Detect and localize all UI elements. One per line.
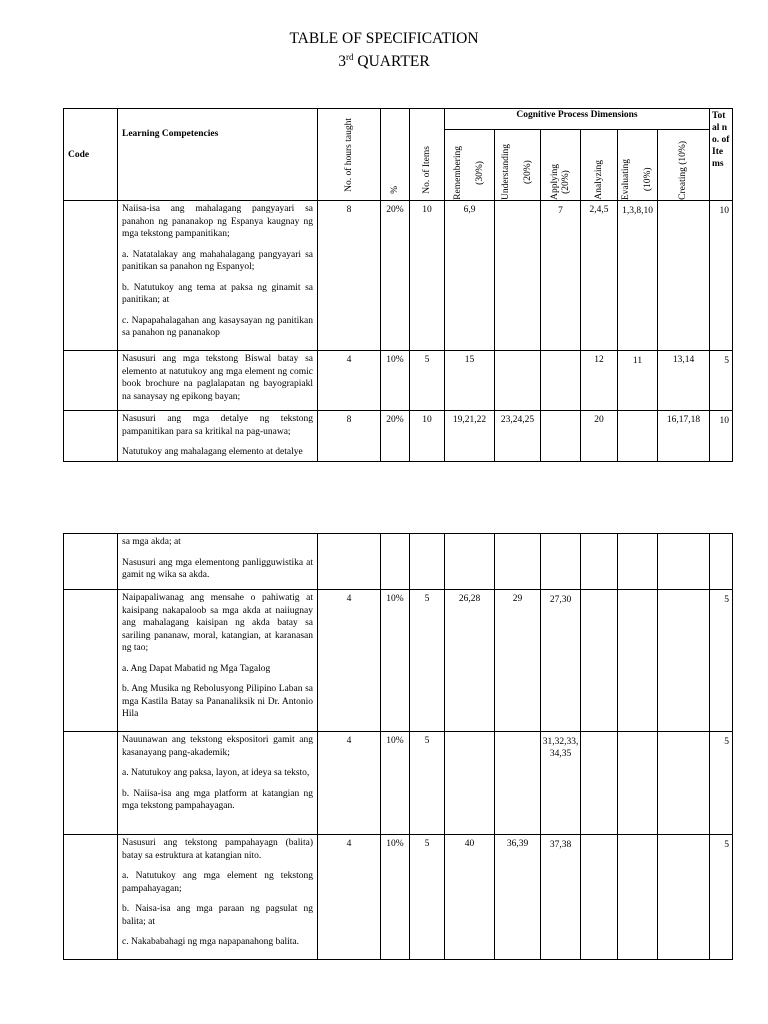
- competency-text: c. Napapahalagahan ang kasaysayan ng panitikan sa panahon ng pananakop: [122, 315, 313, 338]
- learning-competency-cell: [118, 732, 318, 835]
- total-cell: 5: [710, 590, 733, 732]
- remembering-cell: [445, 732, 495, 835]
- code-cell: [64, 835, 118, 960]
- evaluating-cell: [618, 590, 658, 732]
- specification-table-part2: [63, 533, 733, 960]
- percent-cell: 20%: [381, 201, 410, 351]
- percent-cell: 10%: [381, 590, 410, 732]
- header-applying: Applying (20%): [541, 130, 581, 201]
- table-row: [64, 732, 733, 835]
- applying-cell: [541, 534, 581, 590]
- applying-cell: 27,30: [541, 590, 581, 732]
- code-cell: [64, 590, 118, 732]
- evaluating-cell: 1,3,8,10: [618, 201, 658, 351]
- hours-cell: [318, 534, 381, 590]
- percent-cell: 10%: [381, 351, 410, 411]
- applying-cell: 37,38: [541, 835, 581, 960]
- competency-text: a. Natutukoy ang mga element ng tekstong pampahayagan;: [122, 871, 313, 894]
- total-cell: 5: [710, 351, 733, 411]
- percent-cell: 10%: [381, 835, 410, 960]
- competency-text: Nasusuri ang mga elementong panligguwistika at gamit ng wika sa akda.: [122, 557, 313, 580]
- analyzing-cell: 2,4,5: [581, 201, 618, 351]
- total-cell: 10: [710, 411, 733, 462]
- header-remembering: Remembering (30%): [445, 130, 495, 201]
- code-cell: [64, 732, 118, 835]
- competency-text: Nauunawan ang tekstong ekspositori gamit ang kasanayang pang-akademik;: [122, 735, 313, 758]
- quarter-ordinal-suffix: rd: [346, 52, 354, 62]
- learning-competency-cell: [118, 201, 318, 351]
- page-title: TABLE OF SPECIFICATION: [289, 30, 479, 47]
- evaluating-cell: [618, 411, 658, 462]
- remembering-cell: 26,28: [445, 590, 495, 732]
- creating-cell: [658, 732, 710, 835]
- competency-text: c. Nakababahagi ng mga napapanahong balita.: [122, 937, 299, 947]
- creating-cell: [658, 835, 710, 960]
- competency-text: Naiisa-isa ang mahalagang pangyayari sa panahon ng pananakop ng Espanya kaugnay ng mga tekstong pampanitikan;: [122, 204, 313, 239]
- understanding-cell: 23,24,25: [495, 411, 541, 462]
- learning-competency-cell: [118, 351, 318, 411]
- learning-competency-cell: [118, 411, 318, 462]
- applying-cell: 7: [541, 201, 581, 351]
- specification-table-part1: [63, 108, 733, 462]
- evaluating-cell: [618, 732, 658, 835]
- hours-cell: 4: [318, 351, 381, 411]
- understanding-cell: [495, 351, 541, 411]
- creating-cell: 13,14: [658, 351, 710, 411]
- competency-text: b. Natutukoy ang tema at paksa ng ginamit sa panitikan; at: [122, 282, 313, 305]
- header-analyzing: Analyzing: [581, 130, 618, 201]
- items-cell: 5: [410, 732, 445, 835]
- remembering-cell: 19,21,22: [445, 411, 495, 462]
- items-cell: 10: [410, 201, 445, 351]
- page-subtitle: [0, 52, 768, 71]
- analyzing-cell: [581, 732, 618, 835]
- header-hours: No. of hours taught: [318, 109, 381, 201]
- creating-cell: 16,17,18: [658, 411, 710, 462]
- total-cell: 5: [710, 732, 733, 835]
- competency-text: Nasusuri ang mga tekstong Biswal batay sa elemento at natutukoy ang mga element ng comic book brochure na paglalapatan ng bayograpiakl na sanaysay ng epikong bayan;: [122, 354, 313, 402]
- items-cell: 5: [410, 835, 445, 960]
- code-cell: [64, 351, 118, 411]
- items-cell: 5: [410, 351, 445, 411]
- applying-cell: 31,32,33,34,35: [541, 732, 581, 835]
- hours-cell: 4: [318, 835, 381, 960]
- hours-cell: 4: [318, 590, 381, 732]
- table-row: [64, 201, 733, 351]
- items-cell: 10: [410, 411, 445, 462]
- competency-text: b. Naisa-isa ang mga paraan ng pagsulat ng balita; at: [122, 904, 313, 927]
- header-creating: Creating (10%): [658, 130, 710, 201]
- analyzing-cell: [581, 534, 618, 590]
- analyzing-cell: 20: [581, 411, 618, 462]
- competency-text: Naipapaliwanag ang mensahe o pahiwatig at kaisipang nakapaloob sa mga akda at naiiugnay ang mahalagang kaisipan ng akda batay sa sariling pananaw, moral, katangian, at karanasan ng tao;: [122, 593, 313, 653]
- header-items: No. of Items: [410, 109, 445, 201]
- competency-text: a. Natutukoy ang paksa, layon, at ideya sa teksto,: [122, 768, 310, 778]
- evaluating-cell: [618, 835, 658, 960]
- creating-cell: [658, 534, 710, 590]
- header-cognitive-process-dimensions: Cognitive Process Dimensions: [445, 109, 710, 130]
- understanding-cell: [495, 534, 541, 590]
- header-percent: %: [381, 109, 410, 201]
- remembering-cell: 15: [445, 351, 495, 411]
- competency-text: Nasusuri ang mga detalye ng tekstong pampanitikan para sa kritikal na pag-unawa;: [122, 414, 313, 437]
- analyzing-cell: [581, 835, 618, 960]
- applying-cell: [541, 351, 581, 411]
- code-cell: [64, 411, 118, 462]
- learning-competency-cell: [118, 835, 318, 960]
- percent-cell: 10%: [381, 732, 410, 835]
- analyzing-cell: [581, 590, 618, 732]
- analyzing-cell: 12: [581, 351, 618, 411]
- header-learning-competencies: Learning Competencies: [118, 109, 318, 201]
- table-row: [64, 590, 733, 732]
- table-row: [64, 534, 733, 590]
- table-row: [64, 835, 733, 960]
- competency-text: b. Ang Musika ng Rebolusyong Pilipino Laban sa mga Kastila Batay sa Pananaliksik ni Dr. Antonio Hila: [122, 684, 313, 719]
- hours-cell: 8: [318, 201, 381, 351]
- understanding-cell: [495, 201, 541, 351]
- understanding-cell: 29: [495, 590, 541, 732]
- total-cell: [710, 534, 733, 590]
- hours-cell: 4: [318, 732, 381, 835]
- remembering-cell: 40: [445, 835, 495, 960]
- creating-cell: [658, 590, 710, 732]
- creating-cell: [658, 201, 710, 351]
- items-cell: 5: [410, 590, 445, 732]
- quarter-number: 3: [338, 53, 347, 71]
- learning-competency-cell: [118, 534, 318, 590]
- percent-cell: [381, 534, 410, 590]
- applying-cell: [541, 411, 581, 462]
- header-code: Code: [64, 109, 118, 201]
- total-cell: 5: [710, 835, 733, 960]
- competency-text: Natutukoy ang mahalagang elemento at detalye: [122, 447, 303, 457]
- competency-text: b. Naiisa-isa ang mga platform at katangian ng mga tekstong pampahayagan.: [122, 788, 313, 811]
- table-row: [64, 411, 733, 462]
- quarter-label: QUARTER: [353, 53, 430, 71]
- remembering-cell: [445, 534, 495, 590]
- evaluating-cell: 11: [618, 351, 658, 411]
- code-cell: [64, 201, 118, 351]
- items-cell: [410, 534, 445, 590]
- competency-text: sa mga akda; at: [122, 537, 181, 547]
- understanding-cell: 36,39: [495, 835, 541, 960]
- remembering-cell: 6,9: [445, 201, 495, 351]
- competency-text: a. Ang Dapat Mabatid ng Mga Tagalog: [122, 663, 271, 674]
- header-total-items: Total no. of Items: [710, 109, 733, 201]
- evaluating-cell: [618, 534, 658, 590]
- code-cell: [64, 534, 118, 590]
- total-cell: 10: [710, 201, 733, 351]
- competency-text: a. Natatalakay ang mahahalagang pangyayari sa panitikan sa panahon ng Espanyol;: [122, 249, 313, 272]
- percent-cell: 20%: [381, 411, 410, 462]
- understanding-cell: [495, 732, 541, 835]
- table-row: [64, 351, 733, 411]
- learning-competency-cell: [118, 590, 318, 732]
- header-understanding: Understanding (20%): [495, 130, 541, 201]
- competency-text: Nasusuri ang tekstong pampahayagn (balita) batay sa estruktura at katangian nito.: [122, 838, 313, 861]
- hours-cell: 8: [318, 411, 381, 462]
- header-evaluating: Evaluating (10%): [618, 130, 658, 201]
